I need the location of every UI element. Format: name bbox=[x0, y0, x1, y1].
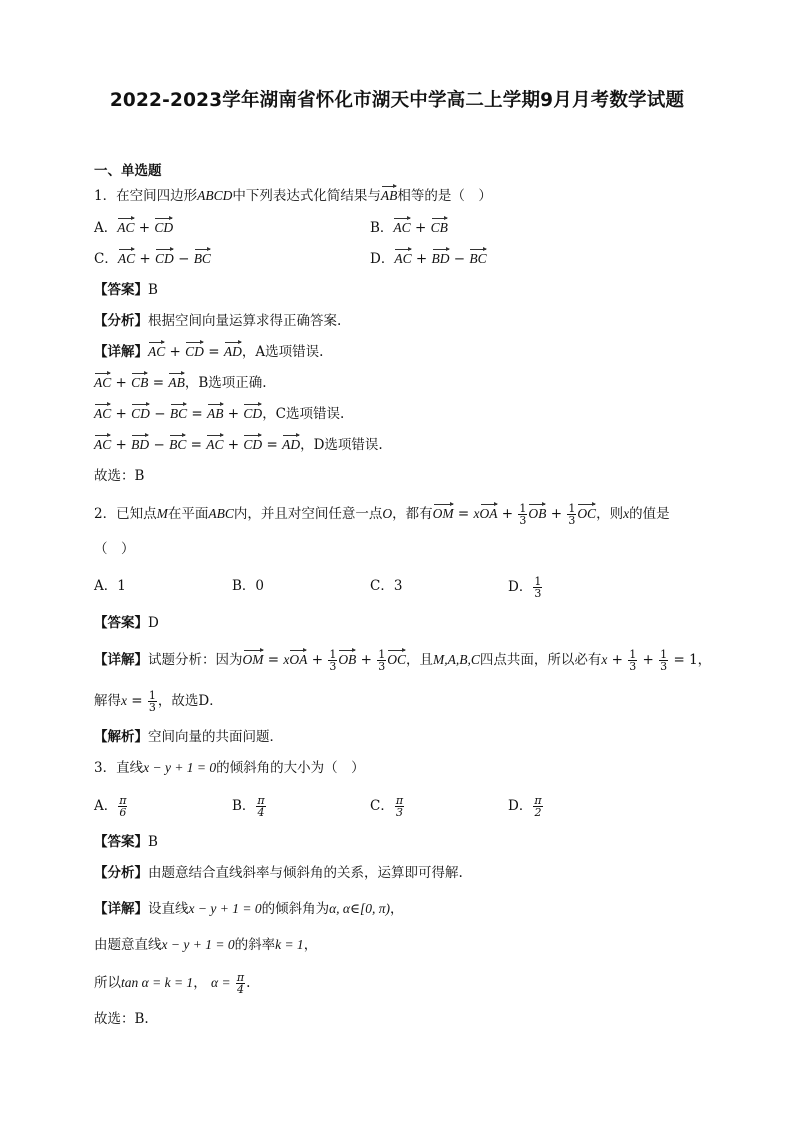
fraction-one-third: $\frac{1}{3}$ bbox=[519, 502, 527, 527]
vec-ac: AC bbox=[117, 218, 134, 238]
point-m: M bbox=[156, 506, 168, 521]
q1-vector-ab: AB bbox=[381, 186, 398, 206]
q3-stem-text: 的倾斜角的大小为（ ） bbox=[216, 760, 365, 776]
line-equation: x − y + 1 = 0 bbox=[161, 937, 235, 952]
q3-detail-line-3: 所以tan α = k = 1， α = $\frac{\pi}{4}$ . bbox=[94, 971, 251, 996]
q2-stem-text: 内，并且对空间任意一点 bbox=[233, 506, 383, 522]
line-equation: x − y + 1 = 0 bbox=[143, 760, 217, 775]
detail-tag: 【详解】 bbox=[94, 901, 148, 917]
option-label: C． bbox=[94, 251, 118, 267]
q1-detail-line-3: AC + CD − BC = AB + CD，C选项错误. bbox=[94, 406, 345, 422]
analysis-text: 根据空间向量运算求得正确答案. bbox=[148, 313, 342, 329]
q2-option-c: C．3 bbox=[370, 578, 403, 594]
q1-option-b: B．AC + CB bbox=[370, 220, 448, 236]
plane-abc: ABC bbox=[208, 506, 234, 521]
vec-cd: CD bbox=[155, 249, 174, 269]
section-heading: 一、单选题 bbox=[94, 163, 162, 179]
detail-text: ，D选项错误. bbox=[300, 437, 383, 453]
option-label: D． bbox=[508, 798, 533, 814]
answer-value: B bbox=[148, 834, 158, 850]
q1-detail-line-2: AC + CB = AB，B选项正确. bbox=[94, 375, 267, 391]
jiexi-text: 空间向量的共面问题． bbox=[148, 729, 283, 745]
q3-detail-line-2 bbox=[94, 935, 317, 955]
vec-cb: CB bbox=[431, 218, 448, 238]
vec-cd: CD bbox=[154, 218, 173, 238]
q3-option-c: C． $\frac{\pi}{3}$ bbox=[370, 794, 404, 819]
point-o: O bbox=[382, 506, 393, 521]
q3-analysis bbox=[94, 863, 463, 883]
q3-option-b: B． $\frac{\pi}{4}$ bbox=[232, 794, 265, 819]
q1-stem-text: 相等的是（ ） bbox=[397, 188, 492, 204]
q1-detail-line-4: AC + BD − BC = AC + CD = AD，D选项错误. bbox=[94, 437, 383, 453]
detail-text: . bbox=[246, 975, 251, 991]
q2-stem-text: 在平面 bbox=[167, 506, 209, 522]
var-x: x bbox=[623, 506, 630, 521]
detail-text: ，A选项错误. bbox=[241, 344, 324, 360]
q1-analysis bbox=[94, 311, 341, 331]
q2-detail-line-2: 解得x = $\frac{1}{3}$ ，故选D． bbox=[94, 689, 223, 714]
analysis-tag: 【分析】 bbox=[94, 313, 148, 329]
detail-text: ，C选项错误. bbox=[262, 406, 345, 422]
detail-text: 设直线 bbox=[148, 901, 189, 917]
q2-jiexi bbox=[94, 727, 283, 747]
detail-tag: 【详解】 bbox=[94, 652, 148, 668]
q1-quad-name: ABCD bbox=[197, 188, 233, 203]
fraction-one-third: $\frac{1}{3}$ bbox=[534, 575, 542, 600]
q1-option-d: D．AC + BD − BC bbox=[370, 251, 487, 267]
q2-option-d bbox=[508, 576, 543, 599]
q1-conclusion: 故选：B bbox=[94, 468, 145, 484]
detail-text: 的斜率 bbox=[234, 937, 276, 953]
tan-expression: tan α = k = 1 bbox=[121, 975, 194, 990]
slope-k: k = 1 bbox=[275, 937, 304, 952]
q3-answer bbox=[94, 832, 158, 852]
q3-option-a: A． $\frac{\pi}{6}$ bbox=[94, 794, 127, 819]
detail-text: 试题分析：因为 bbox=[148, 652, 243, 668]
q1-stem-text: 1．在空间四边形 bbox=[94, 188, 198, 204]
detail-text: ，B选项正确. bbox=[184, 375, 267, 391]
q1-stem bbox=[94, 186, 492, 206]
answer-tag: 【答案】 bbox=[94, 615, 148, 631]
detail-text: ，且 bbox=[405, 652, 433, 668]
q3-stem bbox=[94, 758, 365, 778]
vec-bd: BD bbox=[432, 249, 450, 269]
alpha-range: α, α∈[0, π) bbox=[329, 901, 391, 916]
option-label: A． bbox=[94, 798, 118, 814]
q1-option-c: C．AC + CD − BC bbox=[94, 251, 211, 267]
q2-stem-text: 的值是 bbox=[629, 506, 670, 522]
q2-option-b: B．0 bbox=[232, 578, 265, 594]
alpha-equation: α = bbox=[210, 975, 231, 990]
fraction-one-third: $\frac{1}{3}$ bbox=[568, 502, 576, 527]
detail-text: ， bbox=[390, 901, 404, 917]
option-label: D． bbox=[508, 579, 533, 595]
option-label: A． bbox=[94, 220, 118, 236]
answer-tag: 【答案】 bbox=[94, 834, 148, 850]
analysis-text: 由题意结合直线斜率与倾斜角的关系，运算即可得解. bbox=[148, 865, 463, 881]
vec-ac: AC bbox=[118, 249, 135, 269]
detail-text: ， bbox=[303, 937, 318, 953]
detail-text: 所以 bbox=[94, 975, 121, 991]
q1-stem-text: 中下列表达式化简结果与 bbox=[232, 188, 381, 204]
detail-text: 解得 bbox=[94, 693, 121, 709]
jiexi-tag: 【解析】 bbox=[94, 729, 148, 745]
answer-value: D bbox=[148, 615, 159, 631]
q2-stem: 2．已知点M在平面ABC内，并且对空间任意一点O，都有OM = xOA + $\frac{1}{3}$ OB + $\frac{1}{3}$ OC，则x的值是 bbox=[94, 502, 670, 527]
q1-detail-line-1: 【详解】AC + CD = AD，A选项错误. bbox=[94, 344, 324, 360]
q3-stem-text: 3．直线 bbox=[94, 760, 144, 776]
answer-value: B bbox=[148, 282, 158, 298]
points-mabc: M,A,B,C bbox=[432, 652, 480, 667]
q2-paren: （ ） bbox=[94, 541, 135, 557]
answer-tag: 【答案】 bbox=[94, 282, 148, 298]
q3-conclusion: 故选：B. bbox=[94, 1011, 149, 1027]
option-label: B． bbox=[232, 798, 256, 814]
q2-stem-text: ，都有 bbox=[392, 506, 433, 522]
detail-text: 四点共面，所以必有 bbox=[479, 652, 602, 668]
vec-ac: AC bbox=[394, 249, 411, 269]
analysis-tag: 【分析】 bbox=[94, 865, 148, 881]
vec-bc: BC bbox=[194, 249, 211, 269]
vec-ac: AC bbox=[393, 218, 410, 238]
line-equation: x − y + 1 = 0 bbox=[188, 901, 262, 916]
q3-detail-line-1 bbox=[94, 899, 404, 919]
detail-text: 由题意直线 bbox=[94, 937, 162, 953]
q3-option-d: D． $\frac{\pi}{2}$ bbox=[508, 794, 542, 819]
option-label: C． bbox=[370, 798, 394, 814]
q2-stem-text: ，则 bbox=[596, 506, 624, 522]
q2-stem-text: 2．已知点 bbox=[94, 506, 157, 522]
option-label: B． bbox=[370, 220, 394, 236]
q2-answer bbox=[94, 613, 159, 633]
vec-bc: BC bbox=[469, 249, 486, 269]
detail-text: ，故选D． bbox=[157, 693, 223, 709]
q2-option-a: A．1 bbox=[94, 578, 126, 594]
q1-option-a: A．AC + CD bbox=[94, 220, 174, 236]
detail-tag: 【详解】 bbox=[94, 344, 148, 360]
detail-text: 的倾斜角为 bbox=[261, 901, 330, 917]
page-title: 2022-2023学年湖南省怀化市湖天中学高二上学期9月月考数学试题 bbox=[109, 90, 685, 111]
q1-answer bbox=[94, 280, 158, 300]
q2-detail-line-1: 【详解】试题分析：因为OM = xOA + $\frac{1}{3}$ OB + $\frac{1}{3}$ OC，且M,A,B,C四点共面，所以必有x + $\frac{1}{3}$ + $\frac{1}{3}$ = 1， bbox=[94, 648, 712, 673]
option-label: D． bbox=[370, 251, 395, 267]
detail-text: ， bbox=[193, 975, 207, 991]
